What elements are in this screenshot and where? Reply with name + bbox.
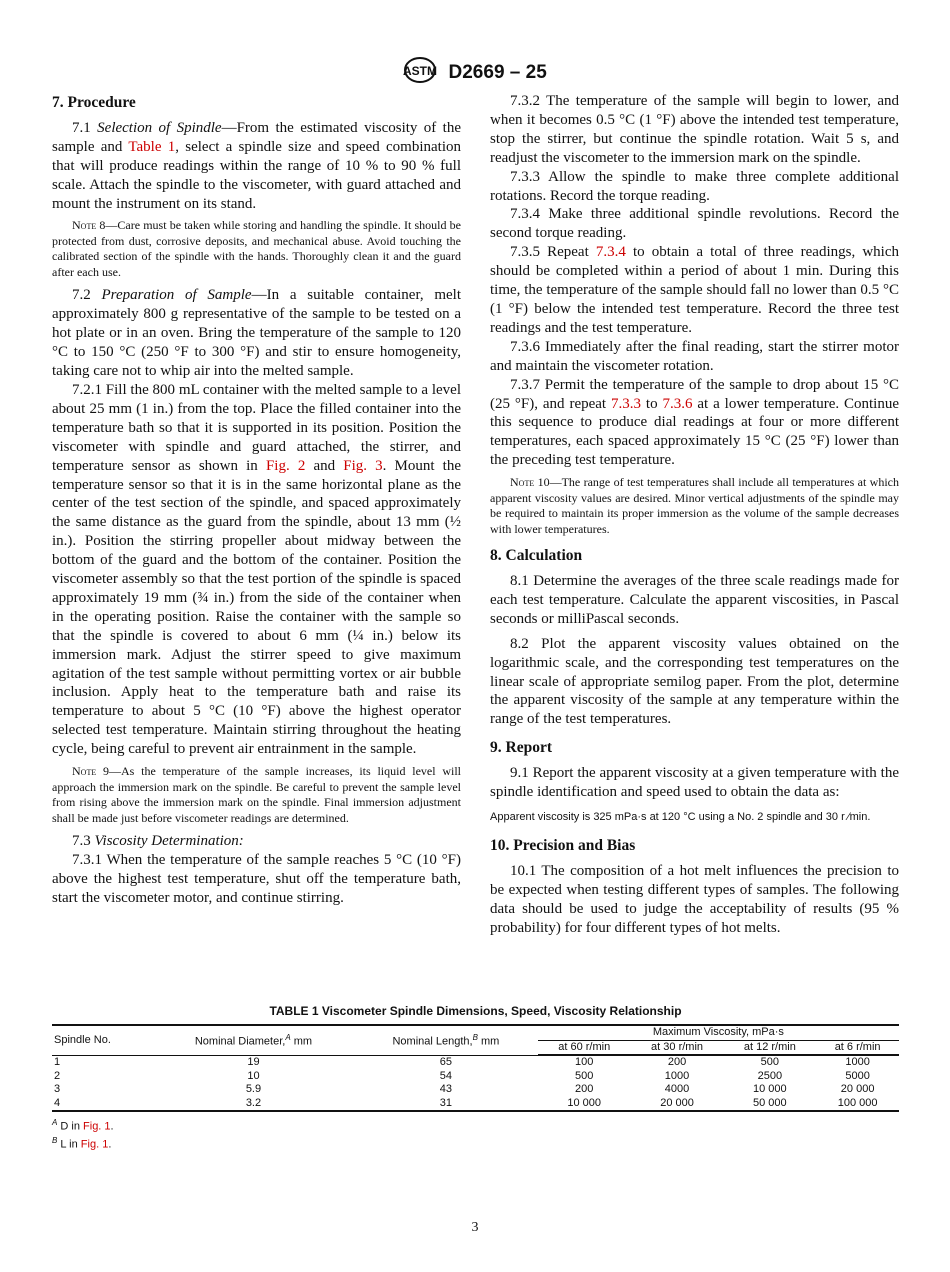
col-header-speed: at 12 r/min xyxy=(723,1040,816,1055)
text-segment: and xyxy=(305,457,344,474)
table-cell: 500 xyxy=(760,1056,780,1068)
text-segment: 7.1 xyxy=(72,119,98,136)
footnote-text: D in xyxy=(57,1120,84,1133)
right-column xyxy=(490,92,899,937)
paragraph xyxy=(52,851,461,908)
table-cell: 54 xyxy=(439,1069,453,1082)
table-row xyxy=(52,1056,899,1070)
table-cell: 100 000 xyxy=(837,1096,878,1109)
text-segment: Note xyxy=(72,764,97,779)
text-segment: Apparent viscosity is 325 mPa·s at 120 °C using a No. 2 spindle and 30 r ⁄min. xyxy=(490,811,871,823)
note xyxy=(52,218,461,280)
col-header-max-viscosity: Maximum Viscosity, mPa·s xyxy=(652,1026,784,1038)
footnote-marker: B xyxy=(52,1135,58,1145)
paragraph xyxy=(490,635,899,730)
left-column xyxy=(52,92,461,908)
table-cell: 20 000 xyxy=(660,1096,694,1109)
table-cell: 1000 xyxy=(664,1069,690,1082)
text-segment: 7.2.1 Fill the 800 mL container with the melted sample to a level about 25 mm (1 in.) from the top. Place the filled container into the temperature bath so that it is supported in its position. Position the viscometer with spindle and guard attached, the stirrer, and temperature sensor as shown in xyxy=(52,381,461,474)
section-heading xyxy=(490,547,899,566)
table-cell: 65 xyxy=(439,1056,453,1068)
svg-text:ASTM: ASTM xyxy=(403,64,438,78)
cross-reference-link[interactable]: 7.3.4 xyxy=(595,244,626,261)
table-cell: 1000 xyxy=(845,1056,870,1068)
page-header xyxy=(0,56,950,90)
text-segment: 7.3.5 Repeat xyxy=(510,244,596,261)
table-cell: 10 000 xyxy=(753,1083,787,1095)
footnote-text: . xyxy=(108,1138,112,1151)
paragraph xyxy=(52,381,461,759)
table-cell: 200 xyxy=(575,1083,594,1095)
table-cell: 5.9 xyxy=(245,1083,262,1095)
text-segment: Selection of Spindle xyxy=(97,119,222,136)
text-segment: 8—Care must be taken while storing and handling the spindle. It should be protected from dust, corrosive deposits, and mechanical abuse. Avoid touching the calibrated section of the spindle with the hands. Thoroughly clean it and the guard after each use. xyxy=(52,218,461,279)
text-segment: 10—The range of test temperatures shall include all temperatures at which apparent viscosity values are desired. Minor vertical adjustments of the spindle may be required to maintain its proper immersion as the volume of the sample decreases with lower temperatures. xyxy=(490,475,899,536)
paragraph xyxy=(490,338,899,376)
text-segment: 10. Precision and Bias xyxy=(490,836,636,854)
table-cell: 4000 xyxy=(664,1083,690,1095)
table-cell: 3 xyxy=(54,1083,61,1095)
table-row xyxy=(52,1083,899,1097)
footnote-marker: A xyxy=(52,1118,58,1127)
section-heading xyxy=(490,739,899,758)
text-segment: to obtain a total of three readings, which should be completed within a period of about 1 min. During this time, the temperature of the sample should fall no lower than 0.5 °C (1 °F) below the intended test temperature. Record the three test readings and the test temperature. xyxy=(490,244,899,336)
text-segment: 7.3.6 Immediately after the final reading, start the stirrer motor and maintain the viscometer rotation. xyxy=(490,338,899,374)
text-segment: 7.3 xyxy=(72,833,95,850)
astm-logo-icon xyxy=(403,56,437,90)
footnote-text: L in xyxy=(57,1138,81,1151)
text-segment: 9. Report xyxy=(490,739,552,757)
col-header-speed: at 60 r/min xyxy=(538,1040,631,1055)
footnote xyxy=(52,1134,899,1152)
table-cell: 2500 xyxy=(757,1069,783,1082)
paragraph xyxy=(490,243,899,338)
table-cell: 2 xyxy=(54,1069,61,1082)
text-segment: Note xyxy=(510,475,535,490)
paragraph xyxy=(490,764,899,802)
cross-reference-link[interactable]: Fig. 3 xyxy=(343,457,383,474)
standard-designation: D2669 – 25 xyxy=(448,62,547,83)
paragraph xyxy=(490,376,899,471)
table-cell: 10 xyxy=(247,1069,260,1082)
note xyxy=(52,764,461,826)
cross-reference-link[interactable]: Table 1 xyxy=(128,138,176,155)
table-cell: 1 xyxy=(54,1056,61,1068)
paragraph xyxy=(490,92,899,168)
paragraph xyxy=(490,808,899,827)
text-segment: 7.3.2 The temperature of the sample will begin to lower, and when it becomes 0.5 °C (1 °F) above the intended test temperature, stop the stirrer, but continue the spindle rotation. Wait 5 s, and readjust the viscometer to the immersion mark on the spindle. xyxy=(490,93,899,166)
paragraph xyxy=(490,205,899,243)
footnote-text: . xyxy=(110,1120,114,1133)
text-segment: 7.3.7 Permit the temperature of the sample to drop about 15 °C (25 °F), and repeat xyxy=(490,376,899,412)
text-segment: 7. Procedure xyxy=(52,94,136,111)
cross-reference-link[interactable]: 7.3.3 xyxy=(611,395,641,412)
text-segment: —In a suitable container, melt approximately 800 g representative of the sample to be tested on a hot plate or in an oven. Bring the temperature of the sample to 120 °C to 150 °C (250 °F to 300 °F) and stir to ensure homogeneity, taking care not to whip air into the melted sample. xyxy=(52,287,461,380)
text-segment: to xyxy=(641,395,663,412)
figure-link[interactable]: Fig. 1 xyxy=(80,1138,109,1151)
text-segment: 8.2 Plot the apparent viscosity values obtained on the logarithmic scale, and the corresponding test temperatures on the linear scale of appropriate semilog paper. From the plot, determine the apparent viscosity of the sample at any temperature within the range of the test temperatures. xyxy=(490,635,899,728)
text-segment: at a lower temperature. Continue this sequence to produce dial readings at four or more different temperatures, each spaced approximately 15 °C (25 °F) lower than the preceding test temperature. xyxy=(490,395,900,469)
note xyxy=(490,475,899,537)
text-segment: . Mount the temperature sensor so that it is in the same horizontal plane as the center of the test section of the spindle, and spaced approximately the same distance as the guard from the spindle, about 13 mm (½ in.). Position the stirring propeller about midway between the bottom of the guard and the bottom of the container. Position the viscometer assembly so that the test portion of the spindle is spaced approximately 19 mm (¾ in.) from the side of the container when in the operating position. Raise the container with the sample so that the spindle is covered to about 6 mm (¼ in.) below its immersion mark. Adjust the stirrer speed to give maximum agitation of the test sample without permitting vortex or air bubble inclusion. Apply heat to the temperature bath and raise its temperature to about 5 °C (10 °F) above the highest operator selected test temperature. Maintain stirring throughout the heating cycle, being careful to prevent air entrainment in the sample. xyxy=(52,457,461,758)
table-cell: 5000 xyxy=(845,1069,870,1082)
table-row xyxy=(52,1097,899,1112)
col-header-length: Nominal Length,$^B$ mm xyxy=(392,1033,500,1048)
paragraph xyxy=(52,119,461,214)
text-segment: 9—As the temperature of the sample increases, its liquid level will approach the immersion mark on the spindle. Be careful to prevent the sample level from rising above the immersion mark on the spindle. Final immersion adjustment shall be made just before viscometer readings are determined. xyxy=(52,764,461,825)
col-header-speed: at 6 r/min xyxy=(816,1040,899,1055)
text-segment: Viscosity Determination: xyxy=(94,833,244,850)
table-cell: 20 000 xyxy=(840,1083,875,1095)
text-segment: 7.3.4 Make three additional spindle revolutions. Record the second torque reading. xyxy=(490,206,899,242)
figure-link[interactable]: Fig. 1 xyxy=(83,1120,111,1133)
table-caption: TABLE 1 Viscometer Spindle Dimensions, Speed, Viscosity Relationship xyxy=(269,1004,682,1018)
paragraph xyxy=(490,862,899,938)
table-cell: 4 xyxy=(54,1096,61,1109)
col-header-spindle: Spindle No. xyxy=(54,1033,111,1046)
paragraph xyxy=(52,286,461,381)
cross-reference-link[interactable]: 7.3.6 xyxy=(662,395,693,412)
table-footnotes xyxy=(52,1116,899,1151)
table-cell: 100 xyxy=(575,1056,594,1068)
text-segment: 7.2 xyxy=(72,287,102,304)
text-segment: —From the estimated viscosity of the sample and xyxy=(52,119,462,155)
text-segment: 10.1 The composition of a hot melt influences the precision to be expected when testing different types of samples. The following data should be used to judge the acceptability of results (95 % probability) for four different types of hot melts. xyxy=(490,862,899,936)
spindle-table xyxy=(52,1024,899,1112)
text-segment: 7.3.1 When the temperature of the sample reaches 5 °C (10 °F) above the highest test temperature, shut off the temperature bath, start the viscometer motor, and continue stirring. xyxy=(52,852,461,906)
footnote xyxy=(52,1116,899,1134)
table-cell: 50 000 xyxy=(753,1096,787,1109)
text-segment: Note xyxy=(72,218,97,233)
text-segment: Preparation of Sample xyxy=(101,287,252,304)
table-cell: 200 xyxy=(667,1056,687,1068)
table-row xyxy=(52,1070,899,1084)
paragraph xyxy=(490,572,899,629)
section-heading xyxy=(52,94,461,113)
col-header-diameter: Nominal Diameter,$^A$ mm xyxy=(194,1033,313,1048)
paragraph xyxy=(52,832,461,851)
text-segment: , select a spindle size and speed combination that will produce readings within the range of 10 % to 90 % full scale. Attach the spindle to the viscometer, with guard attached and mount the instrument on its stand. xyxy=(52,138,462,212)
table-cell: 43 xyxy=(439,1083,453,1095)
text-segment: 8.1 Determine the averages of the three scale readings made for each test temperature. Calculate the apparent viscosities, in Pascal seconds or milliPascal seconds. xyxy=(490,573,899,627)
page-number: 3 xyxy=(471,1220,479,1235)
cross-reference-link[interactable]: Fig. 2 xyxy=(265,457,306,474)
table-cell: 10 000 xyxy=(567,1096,602,1109)
paragraph xyxy=(490,168,899,206)
section-heading xyxy=(490,837,899,856)
text-segment: 7.3.3 Allow the spindle to make three complete additional rotations. Record the torque reading. xyxy=(490,168,899,204)
text-segment: 9.1 Report the apparent viscosity at a given temperature with the spindle identification and speed used to obtain the data as: xyxy=(490,765,899,801)
table-1 xyxy=(52,1004,899,1151)
text-segment: 8. Calculation xyxy=(490,547,583,565)
col-header-speed: at 30 r/min xyxy=(631,1040,724,1055)
table-cell: 19 xyxy=(247,1056,260,1068)
table-cell: 3.2 xyxy=(245,1096,262,1109)
table-cell: 31 xyxy=(439,1096,453,1109)
table-cell: 500 xyxy=(575,1069,594,1082)
